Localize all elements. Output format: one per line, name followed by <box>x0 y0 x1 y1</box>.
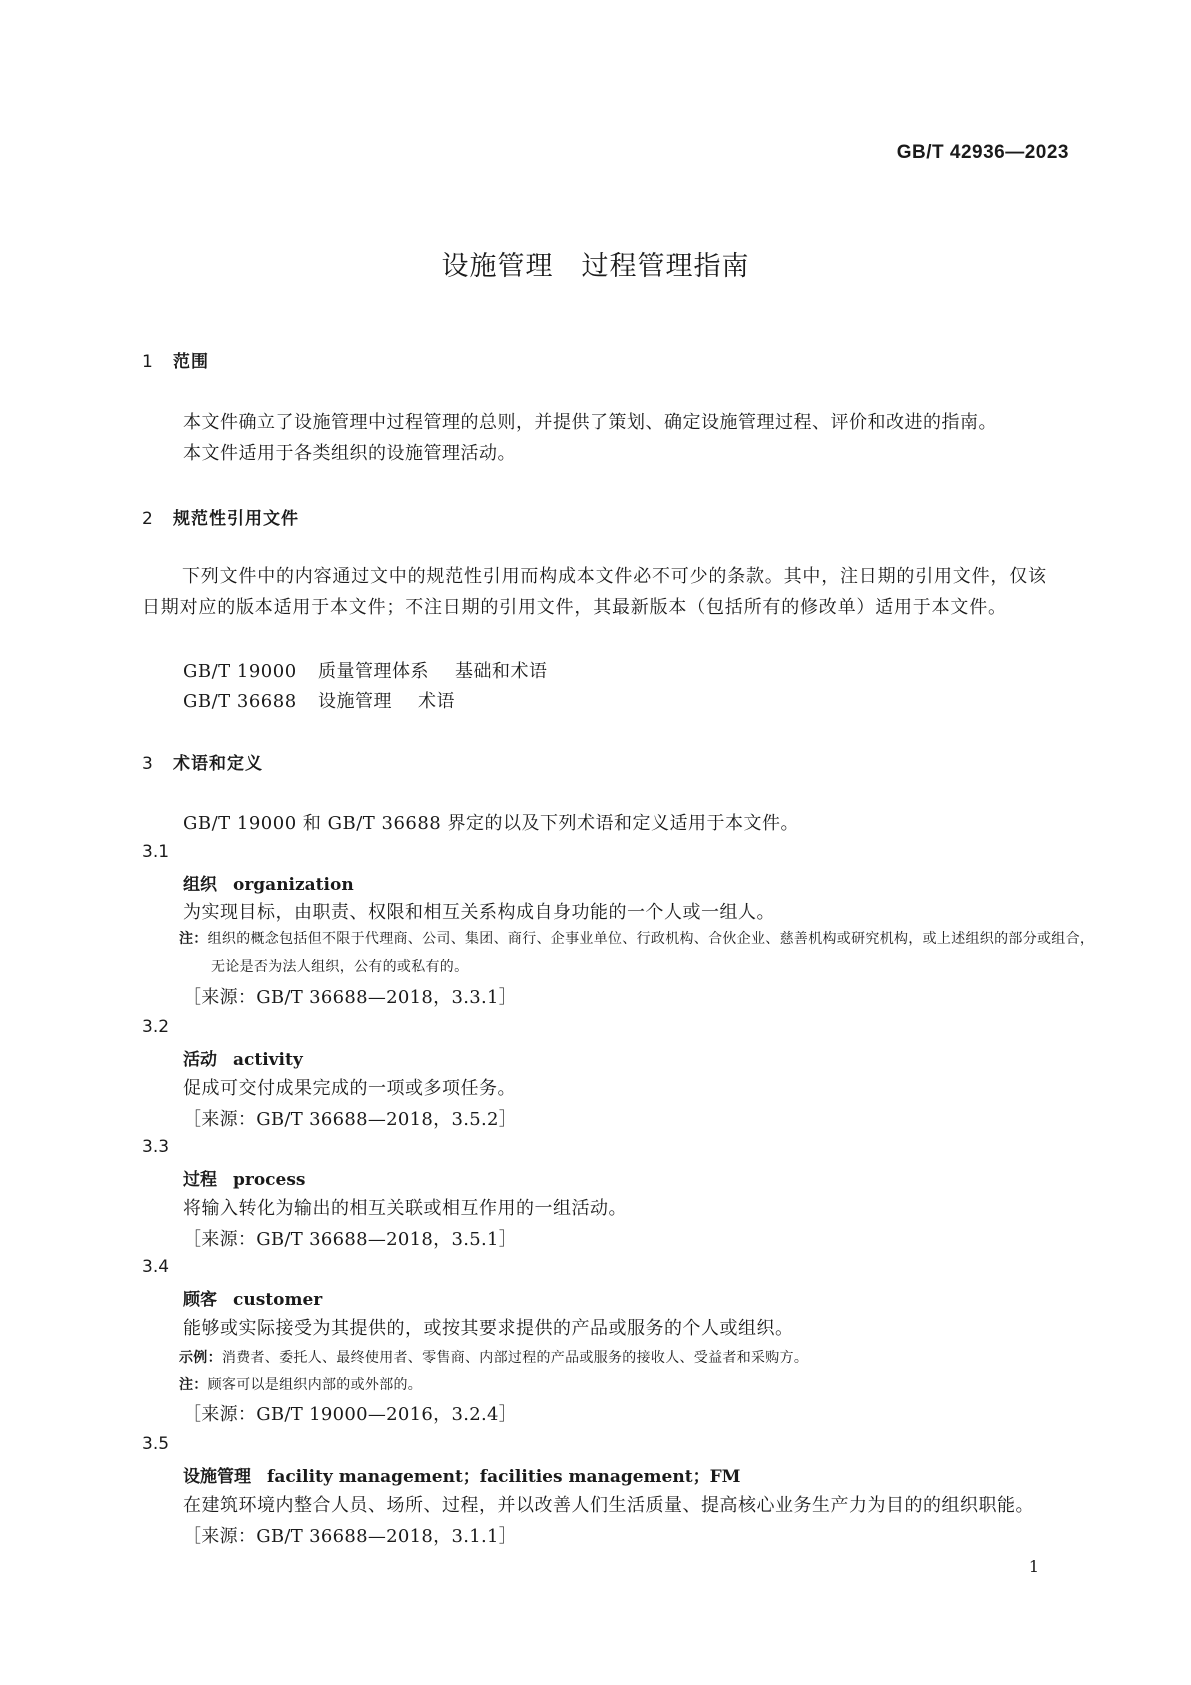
term-definition: 促成可交付成果完成的一项或多项任务。 <box>183 1078 516 1099</box>
term-zh: 活动 <box>183 1050 217 1070</box>
term-entry <box>183 870 354 895</box>
term-entry <box>183 1045 303 1070</box>
term-source: ［来源：GB/T 36688—2018，3.5.1］ <box>183 1229 518 1250</box>
reference-code: GB/T 36688 <box>183 691 297 712</box>
term-example <box>179 1347 808 1367</box>
section-heading-normative <box>142 504 299 529</box>
section-title: 范围 <box>173 352 209 372</box>
reference-item <box>183 657 548 683</box>
term-en: facility management；facilities management；FM <box>267 1467 741 1487</box>
term-definition: 将输入转化为输出的相互关联或相互作用的一组活动。 <box>183 1198 627 1219</box>
term-source: ［来源：GB/T 36688—2018，3.3.1］ <box>183 987 518 1008</box>
reference-code: GB/T 19000 <box>183 661 297 682</box>
note-text: 顾客可以是组织内部的或外部的。 <box>207 1377 423 1393</box>
note-label: 注： <box>179 931 208 947</box>
standard-number: GB/T 42936—2023 <box>896 142 1069 163</box>
term-number: 3.5 <box>142 1434 170 1454</box>
term-entry <box>183 1285 322 1310</box>
term-note <box>179 1374 422 1394</box>
term-en: organization <box>233 875 354 895</box>
term-definition: 为实现目标，由职责、权限和相互关系构成自身功能的一个人或一组人。 <box>183 902 775 923</box>
term-zh: 过程 <box>183 1170 217 1190</box>
term-number: 3.3 <box>142 1137 170 1157</box>
note-text: 组织的概念包括但不限于代理商、公司、集团、商行、企事业单位、行政机构、合伙企业、慈善机构或研究机构，或上述组织的部分或组合，无论是否为法人组织，公有的或私有的。 <box>207 931 1095 975</box>
reference-item <box>183 687 455 713</box>
term-zh: 顾客 <box>183 1290 217 1310</box>
reference-title: 设施管理 <box>318 691 392 712</box>
term-en: customer <box>233 1290 323 1310</box>
section-number: 2 <box>142 509 154 529</box>
term-number: 3.2 <box>142 1017 170 1037</box>
scope-paragraph-2: 本文件适用于各类组织的设施管理活动。 <box>183 443 516 464</box>
term-definition: 能够或实际接受为其提供的，或按其要求提供的产品或服务的个人或组织。 <box>183 1318 794 1339</box>
section-number: 1 <box>142 352 154 372</box>
term-note <box>179 925 1101 981</box>
term-zh: 设施管理 <box>183 1467 251 1487</box>
example-label: 示例： <box>179 1350 222 1366</box>
section-title: 术语和定义 <box>173 754 263 774</box>
term-definition: 在建筑环境内整合人员、场所、过程，并以改善人们生活质量、提高核心业务生产力为目的的组织职能。 <box>183 1495 1034 1516</box>
term-zh: 组织 <box>183 875 217 895</box>
term-number: 3.1 <box>142 842 170 862</box>
term-entry <box>183 1462 740 1487</box>
reference-subtitle: 基础和术语 <box>455 661 548 682</box>
section-title: 规范性引用文件 <box>173 509 299 529</box>
term-source: ［来源：GB/T 36688—2018，3.1.1］ <box>183 1526 518 1547</box>
section-number: 3 <box>142 754 154 774</box>
page-number: 1 <box>1028 1557 1039 1576</box>
note-label: 注： <box>179 1377 208 1393</box>
term-source: ［来源：GB/T 19000—2016，3.2.4］ <box>183 1404 518 1425</box>
section-heading-scope <box>142 347 209 372</box>
term-number: 3.4 <box>142 1257 170 1277</box>
term-source: ［来源：GB/T 36688—2018，3.5.2］ <box>183 1109 518 1130</box>
reference-subtitle: 术语 <box>418 691 455 712</box>
normative-intro: 下列文件中的内容通过文中的规范性引用而构成本文件必不可少的条款。其中，注日期的引用文件，仅该日期对应的版本适用于本文件；不注日期的引用文件，其最新版本（包括所有的修改单）适用于本文件。 <box>142 566 1047 618</box>
reference-title: 质量管理体系 <box>318 661 429 682</box>
term-entry <box>183 1165 306 1190</box>
section-heading-terms <box>142 749 263 774</box>
scope-paragraph-1: 本文件确立了设施管理中过程管理的总则，并提供了策划、确定设施管理过程、评价和改进的指南。 <box>183 412 997 433</box>
document-title: 设施管理 过程管理指南 <box>441 251 750 282</box>
example-text: 消费者、委托人、最终使用者、零售商、内部过程的产品或服务的接收人、受益者和采购方。 <box>221 1350 809 1366</box>
term-en: process <box>233 1170 306 1190</box>
term-en: activity <box>233 1050 303 1070</box>
terms-intro: GB/T 19000 和 GB/T 36688 界定的以及下列术语和定义适用于本文件。 <box>183 813 799 834</box>
